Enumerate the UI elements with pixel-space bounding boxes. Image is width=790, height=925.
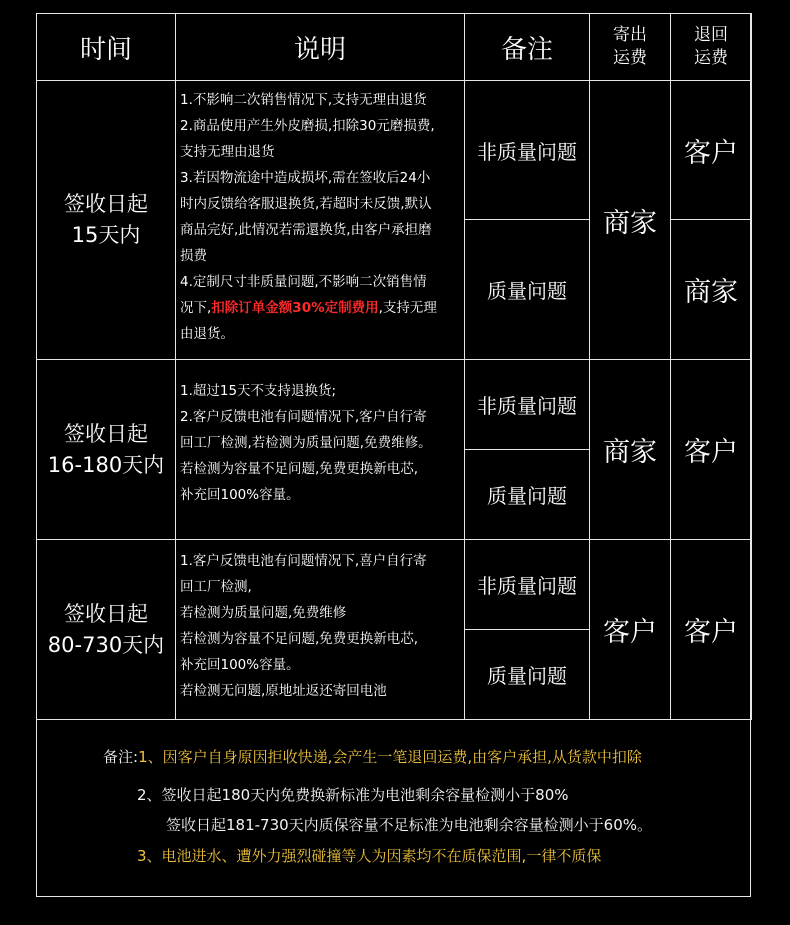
header-send-fee-line2: 运费 [613, 48, 647, 68]
description-cell [176, 81, 465, 360]
desc-line: 由退货。 [180, 326, 234, 342]
desc-line: 若检测为容量不足问题,免费更换新电芯, [180, 461, 419, 477]
desc-line: 补充回100%容量。 [180, 487, 300, 503]
desc-line: 2.客户反馈电池有问题情况下,客户自行寄 [180, 409, 427, 425]
custom-fee-highlight: 扣除订单金额30%定制费用 [211, 300, 379, 316]
desc-line: 4.定制尺寸非质量问题,不影响二次销售情 [180, 274, 427, 290]
note-nonquality: 非质量问题 [465, 81, 590, 220]
period-line2: 16-180天内 [47, 452, 165, 477]
send-fee-cell: 商家 [590, 360, 671, 540]
table-row [37, 360, 752, 450]
return-fee-quality: 商家 [671, 220, 752, 360]
remark-item-1-text: 1、因客户自身原因拒收快递,会产生一笔退回运费,由客户承担,从货款中扣除 [138, 748, 642, 766]
desc-line: 支持无理由退货 [180, 144, 275, 160]
header-row [37, 14, 752, 81]
desc-line: 补充回100%容量。 [180, 657, 300, 673]
remark-item-2: 2、签收日起180天内免费换新标准为电池剩余容量检测小于80% [137, 786, 569, 804]
table-row [37, 81, 752, 220]
header-send-fee [590, 14, 671, 81]
header-remarks: 备注 [465, 14, 590, 81]
period-line1: 签收日起 [64, 601, 148, 626]
header-time: 时间 [37, 14, 176, 81]
period-cell [37, 540, 176, 720]
send-fee-cell: 商家 [590, 81, 671, 360]
desc-line: 若检测无问题,原地址返还寄回电池 [180, 683, 387, 699]
header-return-fee [671, 14, 752, 81]
send-fee-cell: 客户 [590, 540, 671, 720]
desc-line: 商品完好,此情况若需還换货,由客户承担磨 [180, 222, 432, 238]
desc-line: 1.超过15天不支持退换货; [180, 383, 337, 399]
remark-item-3: 3、电池进水、遭外力强烈碰撞等人为因素均不在质保范围,一律不质保 [137, 847, 602, 865]
period-line2: 80-730天内 [47, 632, 165, 657]
desc-line: 3.若因物流途中造成损坏,需在签收后24小 [180, 170, 431, 186]
period-line2: 15天内 [71, 223, 141, 247]
description-cell [176, 540, 465, 720]
return-policy-table [36, 13, 752, 720]
desc-line: 1.不影响二次销售情况下,支持无理由退货 [180, 92, 427, 108]
period-cell [37, 360, 176, 540]
desc-line: 时内反馈给客服退换货,若超时未反馈,默认 [180, 196, 432, 212]
remarks-prefix: 备注: [103, 748, 139, 766]
note-quality: 质量问题 [465, 630, 590, 720]
remark-item-2b: 签收日起181-730天内质保容量不足标准为电池剩余容量检测小于60%。 [166, 816, 653, 834]
note-quality: 质量问题 [465, 450, 590, 540]
header-return-fee-line1: 退回 [694, 25, 728, 45]
note-quality: 质量问题 [465, 220, 590, 360]
period-line1: 签收日起 [64, 421, 148, 446]
header-description: 说明 [176, 14, 465, 81]
note-nonquality: 非质量问题 [465, 360, 590, 450]
desc-line: 若检测为容量不足问题,免费更换新电芯, [180, 631, 419, 647]
period-line1: 签收日起 [64, 192, 148, 216]
desc-line: 1.客户反馈电池有问题情况下,喜户自行寄 [180, 553, 427, 569]
return-fee-cell: 客户 [671, 540, 752, 720]
desc-line: 回工厂检测, [180, 579, 252, 595]
return-fee-cell: 客户 [671, 360, 752, 540]
desc-text: ,支持无理 [378, 300, 437, 316]
desc-line: 损费 [180, 248, 207, 264]
header-return-fee-line2: 运费 [694, 48, 728, 68]
desc-line: 若检测为质量问题,免费维修 [180, 605, 347, 621]
header-send-fee-line1: 寄出 [613, 25, 647, 45]
note-nonquality: 非质量问题 [465, 540, 590, 630]
return-fee-nonquality: 客户 [671, 81, 752, 220]
desc-text: 况下, [180, 300, 212, 316]
remark-item-1 [103, 746, 642, 767]
desc-line: 2.商品使用产生外皮磨损,扣除30元磨损费, [180, 118, 435, 134]
desc-line [180, 295, 460, 321]
table-row [37, 540, 752, 630]
period-cell [37, 81, 176, 360]
description-cell [176, 360, 465, 540]
desc-line: 回工厂检测,若检测为质量问题,免费维修。 [180, 435, 432, 451]
